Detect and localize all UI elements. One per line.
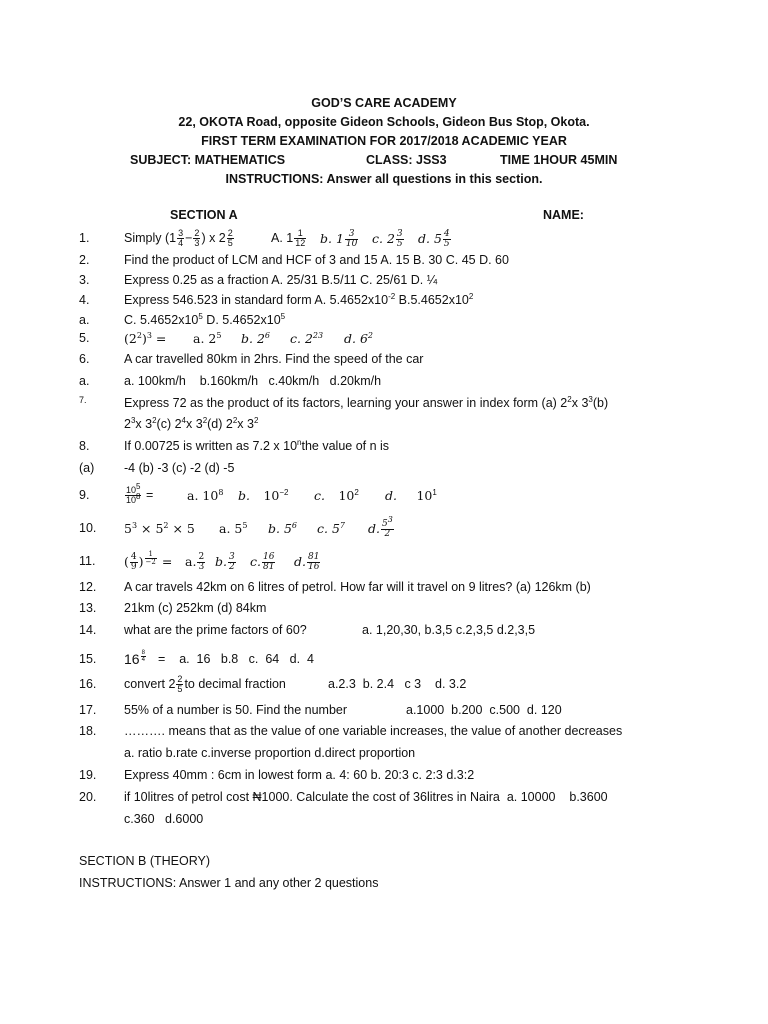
exponent: 6	[291, 520, 297, 530]
denominator: 3	[198, 562, 205, 572]
option-d	[344, 328, 373, 349]
question-number: 2.	[79, 253, 90, 267]
question-20	[0, 787, 768, 808]
question-text	[124, 482, 154, 506]
question-text: 21km (c) 252km (d) 84km	[124, 601, 267, 615]
question-options: a. 1,20,30, b.3,5 c.2,3,5 d.2,3,5	[362, 623, 536, 637]
option-label: c. 5	[317, 521, 340, 536]
exponent: -2	[388, 291, 396, 301]
q8-rest: the value of n is	[301, 439, 390, 453]
question-text	[124, 649, 147, 671]
question-3	[0, 270, 768, 291]
instructions-label: INSTRUCTIONS:	[79, 876, 177, 890]
question-number: 4.	[79, 293, 90, 307]
exponent: 23	[312, 330, 324, 340]
question-11	[0, 551, 768, 572]
fraction	[345, 230, 358, 249]
question-2	[0, 250, 768, 271]
question-text: ………. means that as the value of one variable increases, the value of another decreases	[124, 724, 623, 738]
question-12	[0, 577, 768, 598]
denominator: 5	[443, 239, 450, 249]
question-text: 55% of a number is 50. Find the number	[124, 703, 348, 717]
denominator: 12	[295, 238, 306, 249]
q8-text: If 0.00725 is written as 7.2 x 10	[124, 439, 298, 453]
fraction	[130, 553, 138, 572]
equals-sign: =	[151, 331, 167, 346]
fraction	[125, 482, 141, 506]
exponent: 5	[198, 311, 203, 321]
question-7-continued	[0, 414, 768, 435]
question-text: ( $\frac{4}{9}$ ) $^{\frac{1}{-2}}$ =	[124, 550, 173, 572]
q10-stem: 5	[124, 521, 132, 536]
question-number: 5.	[79, 331, 90, 345]
q4a-text: C. 5.4652x10	[124, 313, 199, 327]
numerator: 16	[262, 552, 275, 562]
section-b-title: SECTION B (THEORY)	[79, 854, 211, 868]
fraction	[381, 515, 394, 539]
name-label: NAME:	[543, 208, 584, 222]
option-label: d.	[294, 554, 306, 569]
numerator: 8	[141, 650, 145, 657]
denominator: 81	[262, 562, 275, 572]
exponent: 7	[339, 520, 345, 530]
question-number: 20.	[79, 790, 97, 804]
question-text	[124, 228, 235, 249]
option-label: b. 5	[268, 521, 292, 536]
option-d	[368, 515, 395, 539]
option-d	[294, 551, 321, 572]
q1-prefix: Simply (1	[124, 231, 177, 245]
exponent: 6	[264, 330, 270, 340]
denominator	[125, 492, 141, 506]
option-label: d.	[385, 488, 397, 503]
denominator: 4	[141, 657, 145, 664]
denominator: 5	[396, 239, 403, 249]
q7b-t3: (c) 2	[156, 417, 182, 431]
exponent: 2	[163, 520, 169, 530]
q7b-t2: x 3	[135, 417, 153, 431]
q7b-t5: (d) 2	[207, 417, 233, 431]
option-b	[268, 518, 297, 539]
fraction	[443, 230, 451, 249]
option-a	[187, 485, 223, 506]
question-text	[124, 674, 286, 695]
exponent: 2	[567, 394, 572, 404]
class-label: CLASS: JSS3	[366, 153, 447, 167]
numerator: 3	[228, 552, 235, 562]
question-number: 8.	[79, 439, 90, 453]
question-text	[124, 414, 258, 435]
option-value: 10	[416, 488, 433, 503]
question-number: 14.	[79, 623, 97, 637]
option-label: c.	[314, 488, 325, 503]
option-label: a. 10	[187, 488, 219, 503]
q10-x2: × 5	[168, 521, 195, 536]
exponent: 2	[354, 487, 359, 497]
question-19	[0, 765, 768, 786]
fraction	[294, 229, 306, 248]
option-c	[250, 551, 276, 572]
q5-stem: (2	[124, 331, 137, 346]
question-10	[0, 515, 768, 539]
question-text: A car travels 42km on 6 litres of petrol. How far will it travel on 9 litres? (a) 126km (b)	[124, 580, 591, 594]
q7-t2: x 3	[571, 396, 589, 410]
numerator: 2	[194, 228, 200, 239]
option-label: c.	[250, 554, 261, 569]
exponent: 2	[202, 415, 208, 425]
q7-text: Express 72 as the product of its factors, learning your answer in index form (a) 2	[124, 396, 568, 410]
question-number: 1.	[79, 231, 90, 245]
exponent-fraction	[145, 551, 157, 566]
numerator: 4	[130, 552, 137, 562]
question-6-options	[0, 371, 768, 392]
numerator: 1	[145, 551, 157, 559]
exponent: 2	[136, 330, 142, 340]
numerator: 81	[307, 552, 320, 562]
option-b	[215, 551, 237, 572]
option-label: a.	[185, 554, 197, 569]
question-number: 7.	[79, 395, 87, 405]
denominator: 16	[307, 562, 320, 572]
q7-t3: (b)	[592, 396, 609, 410]
option-label: c. 2	[372, 231, 395, 246]
denominator: −2	[145, 558, 156, 567]
exponent: n	[297, 437, 302, 447]
question-text	[124, 328, 166, 349]
numerator: 1	[294, 229, 306, 239]
question-9	[0, 482, 768, 506]
option-a	[185, 551, 206, 572]
denominator: 5	[177, 684, 183, 695]
option-c	[290, 328, 323, 349]
question-number: 10.	[79, 521, 97, 535]
option-c	[314, 485, 359, 507]
question-text	[124, 290, 473, 311]
question-text	[124, 393, 608, 414]
numerator: 2	[177, 674, 183, 685]
minus-sign: −	[185, 231, 193, 245]
option-c	[317, 518, 345, 539]
question-text: a. ratio b.rate c.inverse proportion d.direct proportion	[124, 746, 416, 760]
question-number: 15.	[79, 652, 97, 666]
question-text: Express 40mm : 6cm in lowest form a. 4: 60 b. 20:3 c. 2:3 d.3:2	[124, 768, 475, 782]
question-number: 12.	[79, 580, 97, 594]
denominator: 4	[178, 238, 184, 249]
denominator: 3	[194, 238, 200, 249]
equals-sign: =	[157, 554, 173, 569]
option-d	[418, 228, 452, 249]
base: 10	[126, 485, 137, 496]
option-a	[219, 518, 247, 539]
denominator: 9	[130, 562, 137, 572]
option-label: b. 1	[320, 231, 344, 246]
base: 10	[126, 495, 137, 506]
fraction	[197, 553, 205, 572]
exponent: 3	[387, 515, 393, 524]
question-8-options	[0, 458, 768, 479]
q5-close: )	[141, 331, 147, 346]
question-18-options	[0, 743, 768, 764]
question-text: c.360 d.6000	[124, 812, 204, 826]
exponent: −2	[279, 487, 289, 497]
question-number: 9.	[79, 488, 90, 502]
option-value: 10	[263, 488, 280, 503]
base: 5	[381, 519, 388, 529]
exponent: 3	[146, 330, 152, 340]
section-a-title: SECTION A	[170, 208, 238, 222]
question-18	[0, 721, 768, 742]
question-number: 13.	[79, 601, 97, 615]
fraction	[307, 553, 320, 572]
question-number: (a)	[79, 461, 95, 475]
exponent: 2	[367, 330, 373, 340]
question-number: a.	[79, 313, 90, 327]
exponent: 5	[216, 330, 222, 340]
option-b	[241, 328, 270, 349]
q1-paren: ) x 2	[201, 231, 226, 245]
exam-title: FIRST TERM EXAMINATION FOR 2017/2018 ACADEMIC YEAR	[201, 134, 567, 148]
q10-x1: × 5	[137, 521, 164, 536]
option-label: a. 5	[219, 521, 243, 536]
question-14	[0, 620, 768, 641]
numerator: 3	[345, 230, 358, 240]
exponent: 2	[152, 415, 157, 425]
section-a-instructions: INSTRUCTIONS: Answer all questions in this section.	[225, 172, 543, 186]
option-c	[372, 228, 405, 249]
numerator: 2	[198, 552, 205, 562]
base: 16	[124, 651, 140, 667]
exponent: 3	[131, 520, 138, 530]
question-16	[0, 674, 768, 695]
question-number: 11.	[79, 554, 96, 568]
question-text: if 10litres of petrol cost ₦1000. Calculate the cost of 36litres in Naira a. 10000 b.3600	[124, 790, 608, 804]
question-options: a.2.3 b. 2.4 c 3 d. 3.2	[328, 677, 467, 691]
exponent: 2	[232, 415, 238, 425]
denominator: 2	[384, 529, 391, 539]
option-label: b.	[238, 488, 250, 503]
question-number: 18.	[79, 724, 97, 738]
fraction	[228, 553, 236, 572]
fraction	[176, 675, 183, 694]
exponent: 2	[253, 415, 259, 425]
exam-header	[0, 94, 768, 151]
option-label: d.	[368, 521, 380, 536]
question-text	[124, 518, 195, 539]
numerator: 2	[227, 228, 233, 239]
option-b	[238, 485, 289, 507]
question-number: 16.	[79, 677, 97, 691]
question-7	[0, 393, 768, 414]
option-label: b. 2	[241, 331, 265, 346]
exponent: 5	[280, 311, 286, 321]
denominator: 5	[227, 238, 233, 249]
option-value: 10	[338, 488, 355, 503]
exponent: 3	[588, 394, 593, 404]
q16-text: convert 2	[124, 677, 176, 691]
q4-mid: B.5.4652x10	[395, 293, 469, 307]
question-text	[124, 436, 389, 457]
question-number: 6.	[79, 352, 90, 366]
question-options: = a. 16 b.8 c. 64 d. 4	[158, 652, 314, 666]
question-text: a. 100km/h b.160km/h c.40km/h d.20km/h	[124, 374, 382, 388]
subject-label: SUBJECT: MATHEMATICS	[130, 153, 286, 167]
question-number: 19.	[79, 768, 97, 782]
fraction	[193, 229, 200, 248]
time-label: TIME 1HOUR 45MIN	[500, 153, 618, 167]
q7b-t4: x 3	[186, 417, 203, 431]
question-text: what are the prime factors of 60?	[124, 623, 307, 637]
question-number: 3.	[79, 273, 90, 287]
option-b	[320, 228, 359, 249]
question-4	[0, 290, 768, 311]
denominator: 2	[228, 562, 235, 572]
school-name: GOD’S CARE ACADEMY	[311, 96, 457, 110]
option-a	[271, 228, 307, 249]
fraction	[227, 229, 234, 248]
question-text: Express 0.25 as a fraction A. 25/31 B.5/11 C. 25/61 D. ¼	[124, 273, 438, 287]
equals-sign: =	[145, 488, 154, 502]
question-text: -4 (b) -3 (c) -2 (d) -5	[124, 461, 235, 475]
q4a-mid: D. 5.4652x10	[202, 313, 281, 327]
exponent: 4	[181, 415, 186, 425]
q7b-t1: 2	[124, 417, 131, 431]
exponent: 1	[432, 487, 437, 497]
numerator: 3	[396, 229, 403, 239]
denominator: 10	[345, 239, 358, 249]
exponent: 5	[242, 520, 248, 530]
question-20-continued	[0, 809, 768, 830]
fraction	[177, 229, 184, 248]
subject-row	[130, 151, 690, 170]
question-text: Find the product of LCM and HCF of 3 and 15 A. 15 B. 30 C. 45 D. 60	[124, 253, 509, 267]
question-8	[0, 436, 768, 457]
exponent: 8	[136, 492, 141, 502]
exponent-fraction	[141, 650, 146, 663]
exponent: 2	[468, 291, 474, 301]
exponent: 8	[218, 487, 224, 497]
question-1	[0, 228, 768, 249]
question-text: A car travelled 80km in 2hrs. Find the speed of the car	[124, 352, 424, 366]
question-6	[0, 349, 768, 370]
option-label: A. 1	[271, 231, 294, 245]
instructions-text: Answer 1 and any other 2 questions	[176, 876, 379, 890]
q4-text: Express 546.523 in standard form A. 5.4652x10	[124, 293, 389, 307]
option-label: b.	[215, 554, 227, 569]
q7b-t6: x 3	[237, 417, 254, 431]
school-address: 22, OKOTA Road, opposite Gideon Schools, Gideon Bus Stop, Okota.	[178, 115, 590, 129]
option-label: c. 2	[290, 331, 313, 346]
question-13	[0, 598, 768, 619]
fraction	[396, 230, 404, 249]
question-options: a.1000 b.200 c.500 d. 120	[406, 703, 562, 717]
question-15	[0, 649, 768, 670]
option-d	[385, 485, 437, 507]
exponent: 5	[136, 482, 141, 492]
section-b-instructions	[79, 873, 378, 894]
q16-rest: to decimal fraction	[184, 677, 286, 691]
option-label: a. 2	[193, 331, 217, 346]
numerator: 4	[443, 229, 450, 239]
option-label: d. 5	[418, 231, 442, 246]
option-label: d. 6	[344, 331, 368, 346]
fraction	[262, 553, 275, 572]
numerator: 3	[178, 228, 184, 239]
option-a	[193, 328, 221, 349]
question-5	[0, 328, 768, 349]
question-number: 17.	[79, 703, 97, 717]
question-17	[0, 700, 768, 721]
question-number: a.	[79, 374, 90, 388]
exponent: 3	[130, 415, 136, 425]
